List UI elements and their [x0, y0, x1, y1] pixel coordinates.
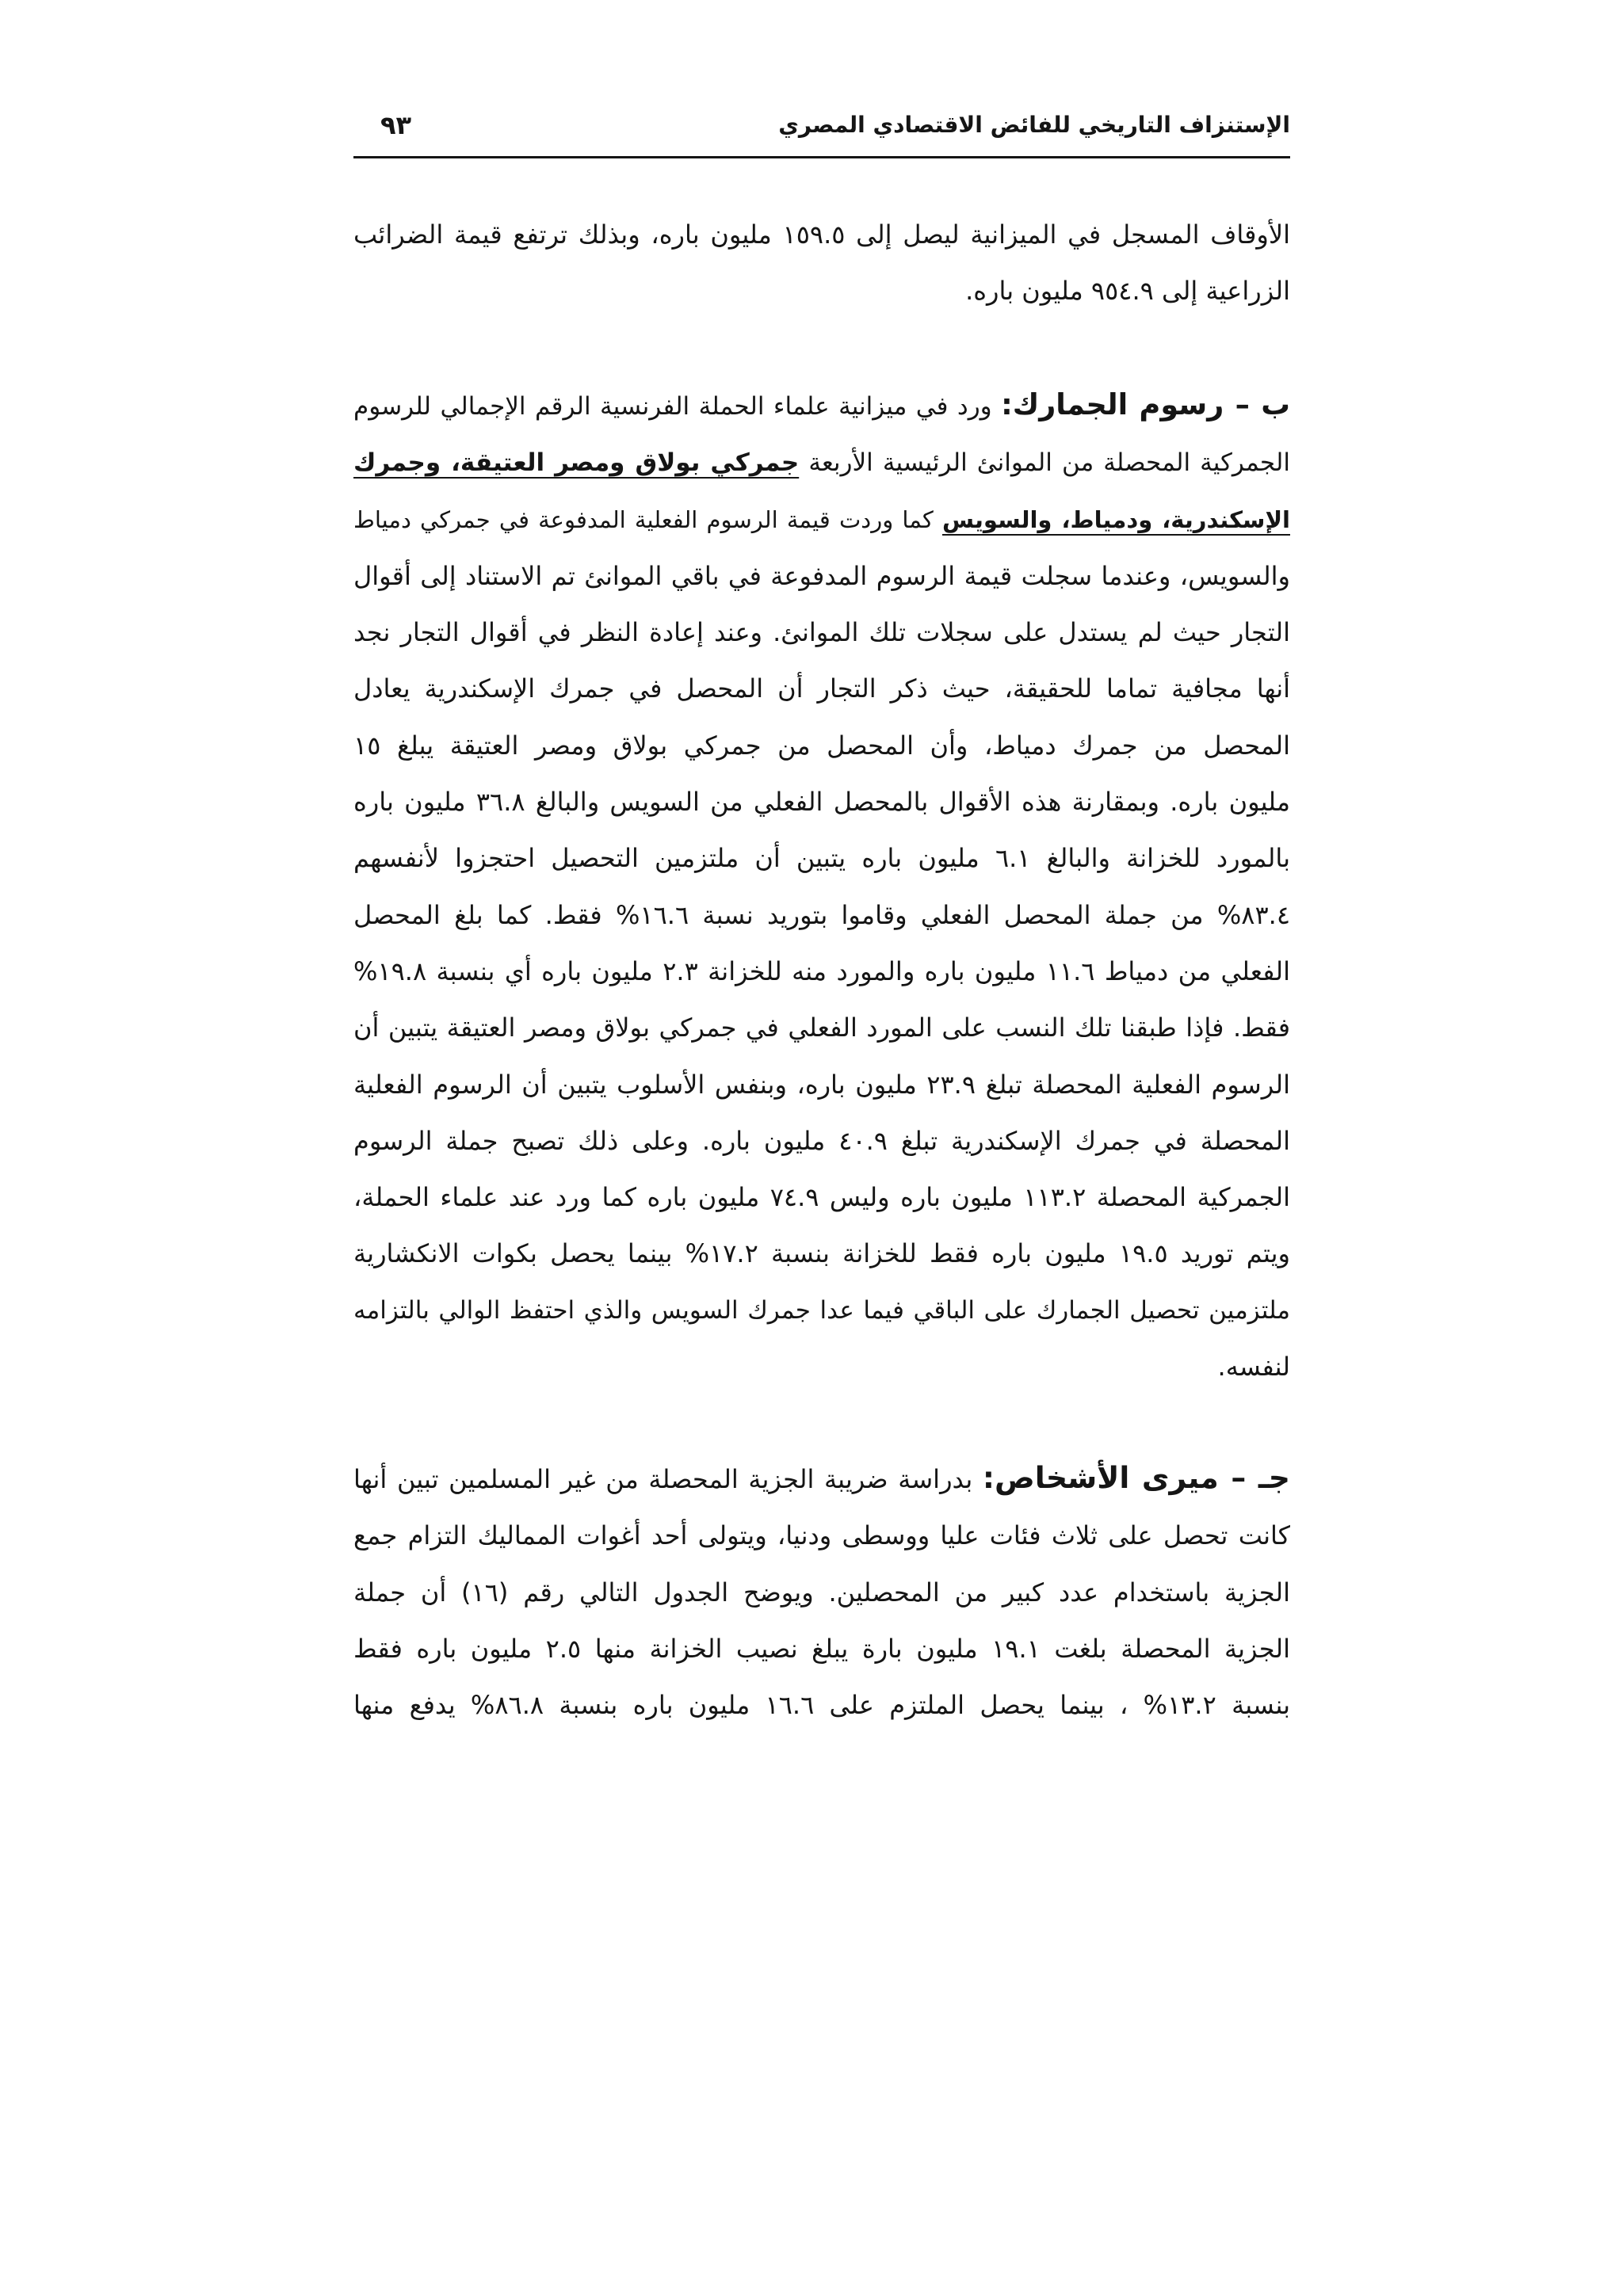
header-rule: [353, 156, 1290, 158]
line-text: الجمركية المحصلة من الموانئ الرئيسية الأربعة: [799, 448, 1290, 478]
page-number: ٩٣: [380, 110, 412, 140]
text-line: أنها مجافية تماما للحقيقة، حيث ذكر التجار أن المحصل في جمرك الإسكندرية يعادل: [353, 673, 1290, 704]
text-line: ويتم توريد ١٩.٥ مليون باره فقط للخزانة بنسبة ١٧.٢% بينما يحصل بكوات الانكشارية: [353, 1238, 1291, 1269]
text-line: الجمركية المحصلة ١١٣.٢ مليون باره وليس ٧٤.٩ مليون باره كما ورد عند علماء الحملة،: [353, 1182, 1291, 1213]
text-line: ٨٣.٤% من جملة المحصل الفعلي وقاموا بتوريد نسبة ١٦.٦% فقط. كما بلغ المحصل: [353, 899, 1290, 930]
text-line: والسويس، وعندما سجلت قيمة الرسوم المدفوعة في باقي الموانئ تم الاستناد إلى أقوال: [353, 560, 1290, 591]
header-title: الإستنزاف التاريخي للفائض الاقتصادي المصري: [778, 112, 1290, 138]
text-line: بنسبة ١٣.٢% ، بينما يحصل الملتزم على ١٦.٦ مليون باره بنسبة ٨٦.٨% يدفع منها: [353, 1690, 1291, 1721]
text-line: الفعلي من دمياط ١١.٦ مليون باره والمورد منه للخزانة ٢.٣ مليون باره أي بنسبة ١٩.٨%: [353, 955, 1291, 986]
text-line: [353, 1450, 1290, 1508]
emphasized-text: الإسكندرية، ودمياط، والسويس: [942, 505, 1290, 533]
text-line: المحصل من جمرك دمياط، وأن المحصل من جمركي بولاق ومصر العتيقة يبلغ ١٥: [353, 730, 1290, 761]
line-text: كما وردت قيمة الرسوم الفعلية المدفوعة في جمركي دمياط: [353, 505, 942, 533]
text-line: مليون باره. وبمقارنة هذه الأقوال بالمحصل الفعلي من السويس والبالغ ٣٦.٨ مليون باره: [353, 787, 1291, 818]
text-line: التجار حيث لم يستدل على سجلات تلك الموانئ. وعند إعادة النظر في أقوال التجار نجد: [353, 617, 1290, 648]
text-line: [353, 376, 1290, 435]
text-line: الرسوم الفعلية المحصلة تبلغ ٢٣.٩ مليون باره، وبنفس الأسلوب يتبين أن الرسوم الفعلية: [353, 1069, 1290, 1100]
paragraph: [353, 207, 1290, 320]
text-line: لنفسه.: [1217, 1352, 1290, 1383]
text-line: [353, 435, 1290, 491]
emphasized-text: جمركي بولاق ومصر العتيقة، وجمرك: [353, 448, 800, 478]
line-text: ورد في ميزانية علماء الحملة الفرنسية الرقم الإجمالي للرسوم: [353, 392, 1002, 421]
text-line: الأوقاف المسجل في الميزانية ليصل إلى ١٥٩.٥ مليون باره، وبذلك ترتفع قيمة الضرائب: [353, 219, 1291, 250]
text-line: كانت تحصل على ثلاث فئات عليا ووسطى ودنيا، ويتولى أحد أغوات المماليك التزام جمع: [353, 1520, 1290, 1551]
text-line: المحصلة في جمرك الإسكندرية تبلغ ٤٠.٩ مليون باره. وعلى ذلك تصبح جملة الرسوم: [353, 1125, 1291, 1156]
text-line: فقط. فإذا طبقنا تلك النسب على المورد الفعلي في جمركي بولاق ومصر العتيقة يتبين أن: [353, 1013, 1290, 1043]
text-line: الجزية باستخدام عدد كبير من المحصلين. ويوضح الجدول التالي رقم (١٦) أن جملة: [353, 1577, 1291, 1608]
paragraph: [353, 376, 1290, 1395]
paragraph: [353, 1450, 1290, 1733]
section-heading: جـ – ميرى الأشخاص:: [982, 1460, 1290, 1495]
text-line: [353, 492, 1290, 548]
running-header: [353, 100, 1290, 151]
section-heading: ب – رسوم الجمارك:: [1001, 387, 1290, 421]
text-line: بالمورد للخزانة والبالغ ٦.١ مليون باره يتبين أن ملتزمين التحصيل احتجزوا لأنفسهم: [353, 843, 1291, 874]
text-line: الزراعية إلى ٩٥٤.٩ مليون باره.: [965, 276, 1290, 307]
line-text: بدراسة ضريبة الجزية المحصلة من غير المسلمين تبين أنها: [353, 1464, 983, 1494]
text-line: ملتزمين تحصيل الجمارك على الباقي فيما عدا جمرك السويس والذي احتفظ الوالي بالتزامه: [353, 1295, 1290, 1325]
text-line: الجزية المحصلة بلغت ١٩.١ مليون بارة يبلغ نصيب الخزانة منها ٢.٥ مليون باره فقط: [353, 1633, 1291, 1664]
